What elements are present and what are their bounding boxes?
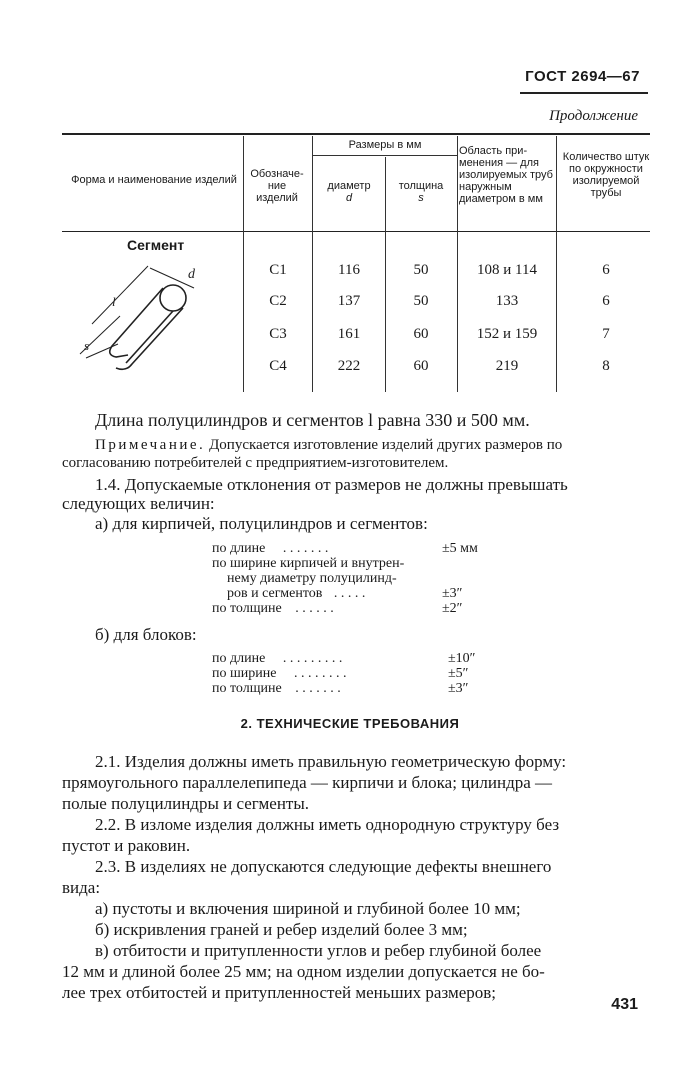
- header-diameter-symbol: d: [345, 192, 353, 204]
- tol-value: ±3″: [448, 681, 469, 696]
- paragraph-1-4: 1.4. Допускаемые отклонения от размеров не должны превышать: [95, 475, 568, 494]
- cell-count: 8: [602, 358, 610, 374]
- tol-dots: . . . . . .: [295, 601, 334, 616]
- label-l: l: [112, 294, 116, 309]
- text-line: пустот и раковин.: [62, 836, 191, 855]
- cell-count: 6: [602, 262, 610, 278]
- sizes-subrule: [312, 155, 457, 156]
- cell-designation: С1: [269, 262, 287, 278]
- text-line: б) искривления граней и ребер изделий более 3 мм;: [95, 920, 468, 939]
- cell-thickness: 50: [413, 262, 429, 278]
- table-header-rule: [62, 231, 650, 232]
- tolerance-row: [212, 587, 512, 602]
- tol-dots: . . . . . . . . .: [282, 651, 343, 666]
- tol-label: по ширине кирпичей и внутрен-: [212, 556, 405, 571]
- note-continuation: согласованию потребителей с предприятием-изготовителем.: [62, 455, 449, 471]
- segment-title: Сегмент: [127, 237, 185, 253]
- length-line: Длина полуцилиндров и сегментов l равна 330 и 500 мм.: [95, 410, 530, 430]
- note-label: Примечание.: [95, 437, 206, 453]
- tol-value: ±10″: [448, 651, 476, 666]
- tolerance-row: [212, 682, 512, 697]
- cell-diameter: 161: [337, 326, 361, 342]
- cell-diameter: 137: [337, 293, 361, 309]
- col-divider: [385, 157, 386, 392]
- tol-label: по длине: [212, 651, 266, 666]
- continuation-label: Продолжение: [549, 108, 638, 124]
- text-line: а) пустоты и включения шириной и глубиной более 10 мм;: [95, 899, 521, 918]
- cell-thickness: 60: [413, 326, 429, 342]
- cell-pipe: 219: [495, 358, 519, 374]
- text-line: полые полуцилиндры и сегменты.: [62, 794, 310, 813]
- tol-label: по ширине: [212, 666, 277, 681]
- tolerance-list-a: [212, 542, 512, 617]
- tol-dots: . . . . . . .: [295, 681, 341, 696]
- text-line: 2.2. В изломе изделия должны иметь однородную структуру без: [95, 815, 560, 834]
- tol-dots: . . . . . . .: [282, 541, 329, 556]
- text-line: вида:: [62, 878, 101, 897]
- header-form: Форма и наименование изделий: [71, 174, 237, 186]
- cell-designation: С2: [269, 293, 287, 309]
- note: [95, 437, 562, 454]
- segment-mid-edge: [126, 311, 173, 363]
- segment-end-circle: [160, 285, 186, 311]
- cell-count: 7: [602, 326, 610, 342]
- header-thickness-symbol: s: [418, 192, 424, 204]
- label-s: s: [84, 338, 90, 353]
- text-line: 12 мм и длиной более 25 мм; на одном изделии допускается не бо-: [62, 962, 545, 981]
- header-sizes: Размеры в мм: [348, 139, 422, 151]
- segment-outer-edge: [110, 288, 163, 357]
- col-divider: [243, 136, 244, 392]
- header-thickness-label: толщина: [398, 180, 444, 192]
- header-count: Количество штук по окружности изолируемой трубы: [562, 151, 650, 199]
- tol-dots: . . . . . . . .: [293, 666, 347, 681]
- tol-dots: . . . . .: [333, 586, 366, 601]
- tolerance-row: [212, 542, 512, 557]
- cell-designation: С4: [269, 358, 287, 374]
- text-line: 2.1. Изделия должны иметь правильную геометрическую форму:: [95, 752, 567, 771]
- cell-pipe: 133: [495, 293, 519, 309]
- tolerance-row: [212, 557, 512, 572]
- header-diameter: [314, 180, 384, 204]
- table-top-rule: [62, 133, 650, 135]
- text-line: в) отбитости и притупленности углов и ребер глубиной более: [95, 941, 542, 960]
- tol-label: по толщине: [212, 681, 282, 696]
- sub-item-a: а) для кирпичей, полуцилиндров и сегментов:: [95, 514, 428, 533]
- header-designation: Обозначе-ние изделий: [250, 168, 304, 204]
- header-diameter-label: диаметр: [327, 180, 371, 192]
- tol-value: ±2″: [442, 601, 463, 616]
- tol-label: по длине: [212, 541, 266, 556]
- note-text: Допускается изготовление изделий других размеров по: [205, 437, 563, 453]
- tol-value: ±5 мм: [442, 541, 478, 556]
- tol-label: по толщине: [212, 601, 282, 616]
- cell-pipe: 152 и 159: [476, 326, 538, 342]
- cell-diameter: 222: [337, 358, 361, 374]
- cell-designation: С3: [269, 326, 287, 342]
- tol-value: ±3″: [442, 586, 463, 601]
- header-rule: [520, 92, 648, 94]
- cell-thickness: 60: [413, 358, 429, 374]
- text-line: лее трех отбитостей и притупленностей меньших размеров;: [62, 983, 497, 1002]
- cell-count: 6: [602, 293, 610, 309]
- label-d: d: [188, 267, 195, 282]
- section-2-text: [62, 752, 652, 1004]
- col-divider: [457, 136, 458, 392]
- col-divider: [556, 136, 557, 392]
- sub-item-b: б) для блоков:: [95, 625, 197, 644]
- tolerance-row: [212, 572, 512, 587]
- cell-diameter: 116: [338, 262, 360, 278]
- tolerance-row: [212, 602, 512, 617]
- cell-thickness: 50: [413, 293, 429, 309]
- text-line: прямоугольного параллелепипеда — кирпичи и блока; цилиндра —: [62, 773, 553, 792]
- segment-inner-edge: [116, 308, 183, 369]
- col-divider: [312, 136, 313, 392]
- tol-label: нему диаметру полуцилинд-: [227, 571, 397, 586]
- tol-value: ±5″: [448, 666, 469, 681]
- page-number: 431: [611, 996, 638, 1013]
- tolerance-row: [212, 667, 512, 682]
- paragraph-1-4-cont: следующих величин:: [62, 494, 215, 513]
- text-line: 2.3. В изделиях не допускаются следующие дефекты внешнего: [95, 857, 552, 876]
- segment-drawing: [70, 258, 240, 386]
- header-application: Область при-менения — для изолируемых труб наружным диаметром в мм: [459, 145, 553, 205]
- tolerance-row: [212, 652, 512, 667]
- tol-label: ров и сегментов: [227, 586, 323, 601]
- tolerance-list-b: [212, 652, 512, 697]
- cell-pipe: 108 и 114: [477, 262, 537, 278]
- header-thickness: [387, 180, 455, 204]
- section-title: 2. ТЕХНИЧЕСКИЕ ТРЕБОВАНИЯ: [240, 716, 460, 731]
- standard-number: ГОСТ 2694—67: [525, 68, 640, 85]
